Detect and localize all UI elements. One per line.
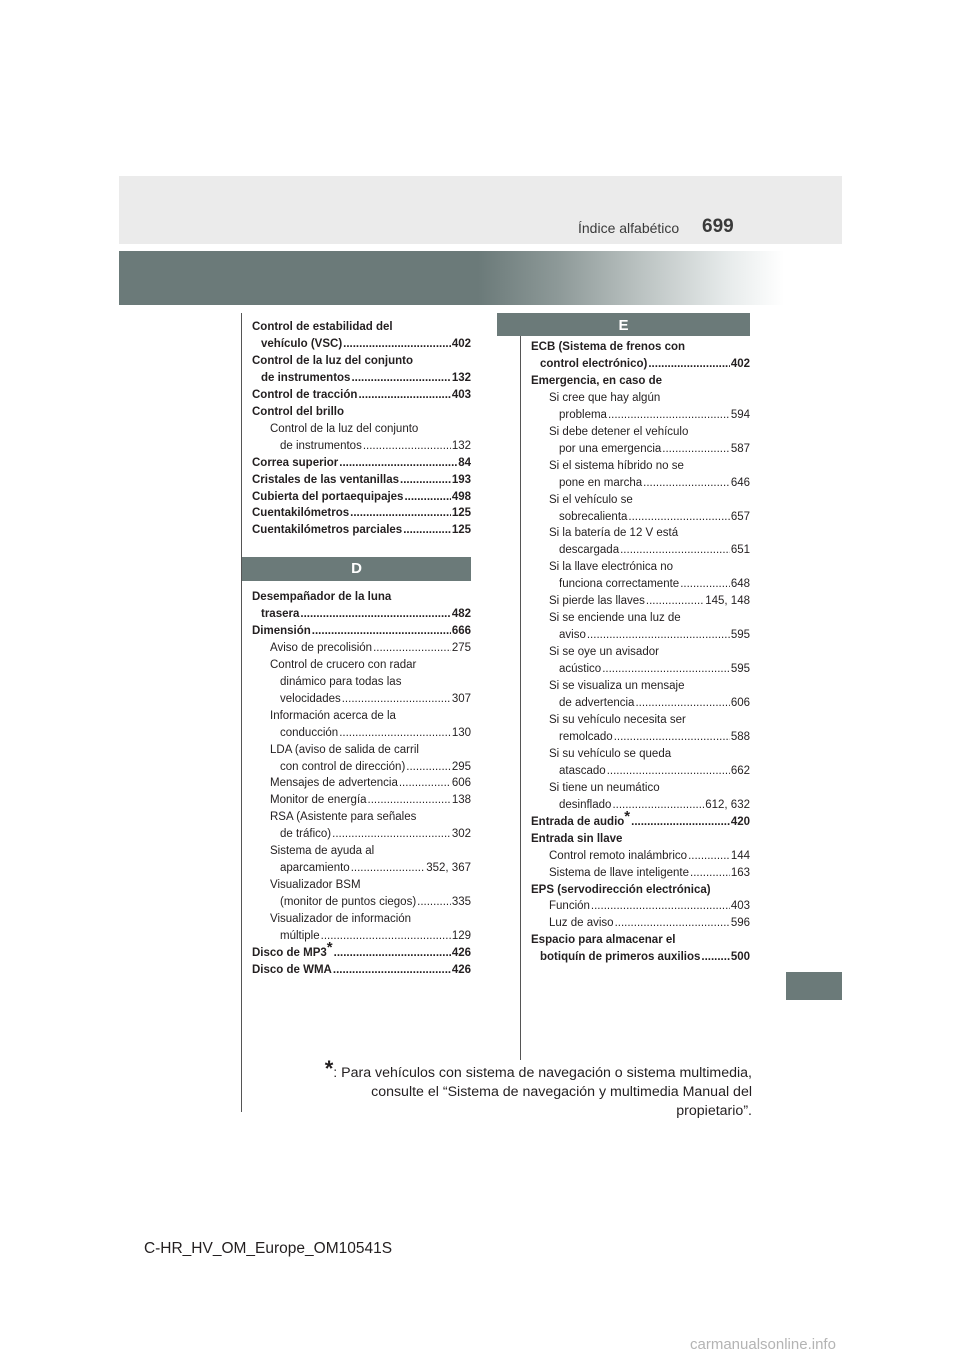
index-page-ref: 594 [730, 408, 750, 421]
index-entry-text: funciona correctamente [559, 578, 680, 591]
dot-leader [351, 370, 450, 387]
index-entry [252, 911, 471, 928]
index-page-ref: 595 [730, 663, 750, 676]
index-entry-text: Si tiene un neumático [549, 781, 660, 794]
index-entry [531, 356, 750, 373]
dot-leader [615, 915, 730, 932]
index-entry-text: Luz de aviso [549, 917, 614, 930]
index-page-ref: 132 [451, 371, 471, 384]
index-column-e [531, 339, 750, 966]
index-page-ref: 295 [451, 760, 471, 773]
index-entry-text: de advertencia [559, 697, 635, 710]
index-entry-text: Disco de MP3 [252, 947, 327, 960]
index-entry [252, 691, 471, 708]
index-page-ref: 163 [730, 866, 750, 879]
index-entry-text: Sistema de llave inteligente [549, 866, 689, 879]
index-page-ref: 403 [451, 388, 471, 401]
index-page-ref: 426 [451, 963, 471, 976]
index-entry [531, 661, 750, 678]
index-page-ref: 307 [451, 692, 471, 705]
index-entry [252, 387, 471, 404]
dot-leader [368, 792, 451, 809]
index-entry-text: Emergencia, en caso de [531, 374, 663, 387]
section-heading-e: E [497, 313, 750, 336]
dot-leader [701, 949, 729, 966]
index-entry-text: Control de la luz del conjunto [270, 422, 419, 435]
dot-leader [332, 826, 451, 843]
index-entry [531, 644, 750, 661]
dot-leader [339, 455, 457, 472]
index-page-ref: 129 [451, 930, 471, 943]
index-entry [531, 915, 750, 932]
index-entry-text: por una emergencia [559, 442, 662, 455]
index-entry [531, 780, 750, 797]
index-list-d [252, 589, 471, 979]
index-entry [531, 932, 750, 949]
index-entry [252, 606, 471, 623]
index-entry-text: Monitor de energía [270, 794, 367, 807]
index-entry [252, 674, 471, 691]
index-entry [531, 407, 750, 424]
footnote-line2: consulte el “Sistema de navegación y multimedia Manual del propietario”. [371, 1084, 752, 1119]
index-entry-text: Si se visualiza un mensaje [549, 680, 685, 693]
index-entry-text: Si la llave electrónica no [549, 561, 674, 574]
index-page-ref: 138 [451, 794, 471, 807]
index-entry-text: Control de la luz del conjunto [252, 354, 413, 367]
index-entry [531, 807, 750, 831]
index-entry-text: Correa superior [252, 456, 339, 469]
index-entry-text: Si debe detener el vehículo [549, 425, 689, 438]
index-entry [252, 640, 471, 657]
index-entry [252, 336, 471, 353]
index-page-ref: 651 [730, 544, 750, 557]
index-entry [252, 589, 471, 606]
index-entry-text: Si se oye un avisador [549, 646, 659, 659]
index-entry-text: problema [559, 408, 607, 421]
index-entry [531, 475, 750, 492]
index-entry [531, 797, 750, 814]
index-entry-text: Entrada sin llave [531, 832, 623, 845]
dot-leader [300, 606, 450, 623]
index-page-ref: 648 [730, 578, 750, 591]
index-entry [531, 373, 750, 390]
index-entry-text: desinflado [559, 798, 612, 811]
index-entry [252, 809, 471, 826]
section-heading-d: D [242, 557, 471, 581]
dot-leader [399, 775, 451, 792]
index-entry [252, 404, 471, 421]
dot-leader [591, 898, 730, 915]
index-entry [531, 712, 750, 729]
index-page-ref: 500 [730, 951, 750, 964]
index-page-ref: 145, 148 [705, 595, 750, 608]
watermark: carmanualsonline.info [690, 1336, 836, 1353]
index-entry [252, 472, 471, 489]
index-entry [531, 424, 750, 441]
index-entry-text: Control del brillo [252, 405, 344, 418]
index-page-ref: 666 [451, 624, 471, 637]
index-page-ref: 132 [451, 439, 471, 452]
footnote [300, 1056, 752, 1121]
index-column-c [252, 319, 471, 539]
index-entry [252, 877, 471, 894]
index-entry [252, 657, 471, 674]
index-page-ref: 130 [451, 726, 471, 739]
dot-leader [607, 763, 730, 780]
dot-leader [643, 475, 730, 492]
index-entry [252, 939, 471, 962]
index-entry-text: Si su vehículo se queda [549, 747, 672, 760]
header-band [119, 251, 784, 305]
dot-leader [334, 945, 451, 962]
index-entry [531, 678, 750, 695]
index-entry-text: Visualizador de información [270, 913, 412, 926]
index-entry-text: Mensajes de advertencia [270, 777, 398, 790]
index-entry [252, 962, 471, 979]
index-entry-text: sobrecalienta [559, 510, 628, 523]
index-list-c [252, 319, 471, 539]
index-entry-text: de tráfico) [280, 828, 332, 841]
left-rule [241, 313, 242, 1112]
index-entry-text: aviso [559, 629, 586, 642]
index-entry-text: Sistema de ayuda al [270, 845, 375, 858]
index-page-ref: 657 [730, 510, 750, 523]
index-entry-text: RSA (Asistente para señales [270, 811, 417, 824]
index-entry-text: Si pierde las llaves [549, 595, 645, 608]
footnote-marker: * [326, 939, 333, 957]
index-page-ref: 335 [451, 896, 471, 909]
dot-leader [351, 860, 426, 877]
index-entry [531, 509, 750, 526]
dot-leader [363, 438, 451, 455]
dot-leader [680, 576, 730, 593]
index-entry [252, 775, 471, 792]
index-entry-text: botiquín de primeros auxilios [540, 951, 701, 964]
index-entry-text: Aviso de precolisión [270, 641, 373, 654]
index-page-ref: 402 [730, 357, 750, 370]
dot-leader [333, 962, 451, 979]
index-entry [531, 949, 750, 966]
dot-leader [631, 814, 730, 831]
index-entry [252, 894, 471, 911]
dot-leader [620, 542, 730, 559]
index-entry [531, 441, 750, 458]
index-entry [531, 763, 750, 780]
index-entry [252, 353, 471, 370]
index-entry-text: Cristales de las ventanillas [252, 473, 400, 486]
dot-leader [403, 522, 451, 539]
index-page-ref: 302 [451, 828, 471, 841]
dot-leader [614, 729, 730, 746]
index-entry [252, 489, 471, 506]
index-list-e [531, 339, 750, 966]
index-entry-text: ECB (Sistema de frenos con [531, 341, 686, 353]
index-entry [531, 542, 750, 559]
index-entry-text: Si la batería de 12 V está [549, 527, 679, 540]
index-entry [252, 792, 471, 809]
index-entry-text: Si el vehículo se [549, 493, 633, 506]
index-entry [531, 882, 750, 899]
index-page-ref: 595 [730, 629, 750, 642]
dot-leader [406, 759, 451, 776]
index-page-ref: 498 [451, 490, 471, 503]
index-entry-text: atascado [559, 764, 606, 777]
index-page-ref: 402 [451, 337, 471, 350]
index-entry-text: con control de dirección) [280, 760, 406, 773]
dot-leader [608, 407, 730, 424]
index-entry [531, 848, 750, 865]
dot-leader [342, 691, 451, 708]
index-page-ref: 125 [451, 524, 471, 537]
index-page-ref: 426 [451, 947, 471, 960]
index-entry [252, 759, 471, 776]
index-entry-text: Si cree que hay algún [549, 391, 661, 404]
index-entry [252, 505, 471, 522]
dot-leader [373, 640, 451, 657]
dot-leader [635, 695, 729, 712]
index-page-ref: 275 [451, 641, 471, 654]
dot-leader [587, 627, 730, 644]
index-entry [531, 898, 750, 915]
index-entry-text: Desempañador de la luna [252, 591, 392, 603]
index-entry-text: Cubierta del portaequipajes [252, 490, 404, 503]
index-entry-text: Dimensión [252, 624, 311, 637]
index-entry [531, 593, 750, 610]
index-entry [531, 831, 750, 848]
dot-leader [350, 505, 451, 522]
index-entry-text: control electrónico) [540, 357, 648, 370]
index-entry [531, 458, 750, 475]
index-entry [531, 729, 750, 746]
dot-leader [321, 928, 451, 945]
index-entry-text: descargada [559, 544, 620, 557]
index-entry-text: Si el sistema híbrido no se [549, 459, 684, 472]
index-entry-text: Cuentakilómetros parciales [252, 524, 403, 537]
index-entry [252, 522, 471, 539]
index-entry-text: Control de estabilidad del [252, 321, 393, 333]
dot-leader [358, 387, 450, 404]
index-entry [531, 627, 750, 644]
index-entry-text: velocidades [280, 692, 341, 705]
page-number: 699 [702, 216, 734, 237]
index-entry-text: dinámico para todas las [280, 675, 402, 688]
index-entry-text: acústico [559, 663, 602, 676]
dot-leader [662, 441, 730, 458]
dot-leader [648, 356, 729, 373]
index-entry [252, 843, 471, 860]
dot-leader [602, 661, 730, 678]
dot-leader [312, 623, 451, 640]
index-entry-text: aparcamiento [280, 862, 350, 875]
index-page-ref: 596 [730, 917, 750, 930]
index-entry [252, 725, 471, 742]
index-entry-text: Si se enciende una luz de [549, 612, 681, 625]
index-entry-text: remolcado [559, 730, 613, 743]
index-entry [531, 525, 750, 542]
index-entry-text: múltiple [280, 930, 320, 943]
page-title: Índice alfabético [578, 220, 680, 236]
index-entry [531, 610, 750, 627]
index-entry [252, 928, 471, 945]
index-entry-text: Control remoto inalámbrico [549, 849, 688, 862]
index-page-ref: 662 [730, 764, 750, 777]
index-column-d [252, 589, 471, 979]
index-page-ref: 606 [451, 777, 471, 790]
index-entry [252, 421, 471, 438]
dot-leader [343, 336, 451, 353]
index-entry-text: Función [549, 900, 590, 913]
dot-leader [417, 894, 451, 911]
index-entry-text: Espacio para almacenar el [531, 934, 676, 947]
index-page-ref: 84 [458, 456, 471, 469]
dot-leader [404, 489, 450, 506]
index-page-ref: 612, 632 [705, 798, 750, 811]
index-entry [531, 390, 750, 407]
index-entry [252, 742, 471, 759]
index-entry [252, 370, 471, 387]
index-page-ref: 420 [730, 815, 750, 828]
index-entry-text: LDA (aviso de salida de carril [270, 743, 419, 756]
index-page-ref: 588 [730, 730, 750, 743]
dot-leader [646, 593, 704, 610]
index-entry [252, 826, 471, 843]
index-entry [252, 708, 471, 725]
footnote-line1: : Para vehículos con sistema de navegación o sistema multimedia, [333, 1065, 752, 1081]
index-entry-text: Disco de WMA [252, 963, 332, 976]
index-page-ref: 482 [451, 607, 471, 620]
index-entry-text: EPS (servodirección electrónica) [531, 883, 711, 896]
dot-leader [400, 472, 451, 489]
index-entry-text: Control de crucero con radar [270, 658, 417, 671]
column-divider [520, 313, 521, 1060]
index-entry-text: Cuentakilómetros [252, 507, 350, 520]
index-page-ref: 606 [730, 697, 750, 710]
index-page-ref: 193 [451, 473, 471, 486]
index-entry [252, 455, 471, 472]
footnote-marker: * [624, 807, 631, 825]
index-entry [531, 492, 750, 509]
index-entry-text: Si su vehículo necesita ser [549, 713, 686, 726]
index-entry [252, 438, 471, 455]
index-page-ref: 144 [730, 849, 750, 862]
index-page-ref: 352, 367 [426, 862, 471, 875]
index-entry-text: Visualizador BSM [270, 879, 361, 892]
index-entry-text: (monitor de puntos ciegos) [280, 896, 417, 909]
index-entry [252, 623, 471, 640]
dot-leader [628, 509, 729, 526]
index-page-ref: 125 [451, 507, 471, 520]
dot-leader [690, 865, 730, 882]
index-entry [531, 695, 750, 712]
index-entry-text: vehículo (VSC) [261, 337, 343, 350]
index-entry-text: pone en marcha [559, 476, 643, 489]
dot-leader [688, 848, 730, 865]
index-page-ref: 587 [730, 442, 750, 455]
dot-leader [339, 725, 451, 742]
index-entry [252, 860, 471, 877]
index-entry-text: Control de tracción [252, 388, 358, 401]
index-entry-text: de instrumentos [261, 371, 351, 384]
index-entry [531, 746, 750, 763]
index-entry-text: trasera [261, 607, 300, 620]
index-page-ref: 646 [730, 476, 750, 489]
index-entry-text: Entrada de audio [531, 815, 625, 828]
index-entry [252, 319, 471, 336]
index-entry [531, 576, 750, 593]
document-code: C-HR_HV_OM_Europe_OM10541S [143, 1240, 393, 1257]
index-entry [531, 339, 750, 356]
index-entry-text: Información acerca de la [270, 709, 396, 722]
index-entry [531, 865, 750, 882]
footnote-asterisk: * [324, 1056, 334, 1081]
index-entry-text: conducción [280, 726, 339, 739]
chapter-tab [786, 972, 842, 1000]
index-entry-text: de instrumentos [280, 439, 362, 452]
index-entry [531, 559, 750, 576]
index-page-ref: 403 [730, 900, 750, 913]
